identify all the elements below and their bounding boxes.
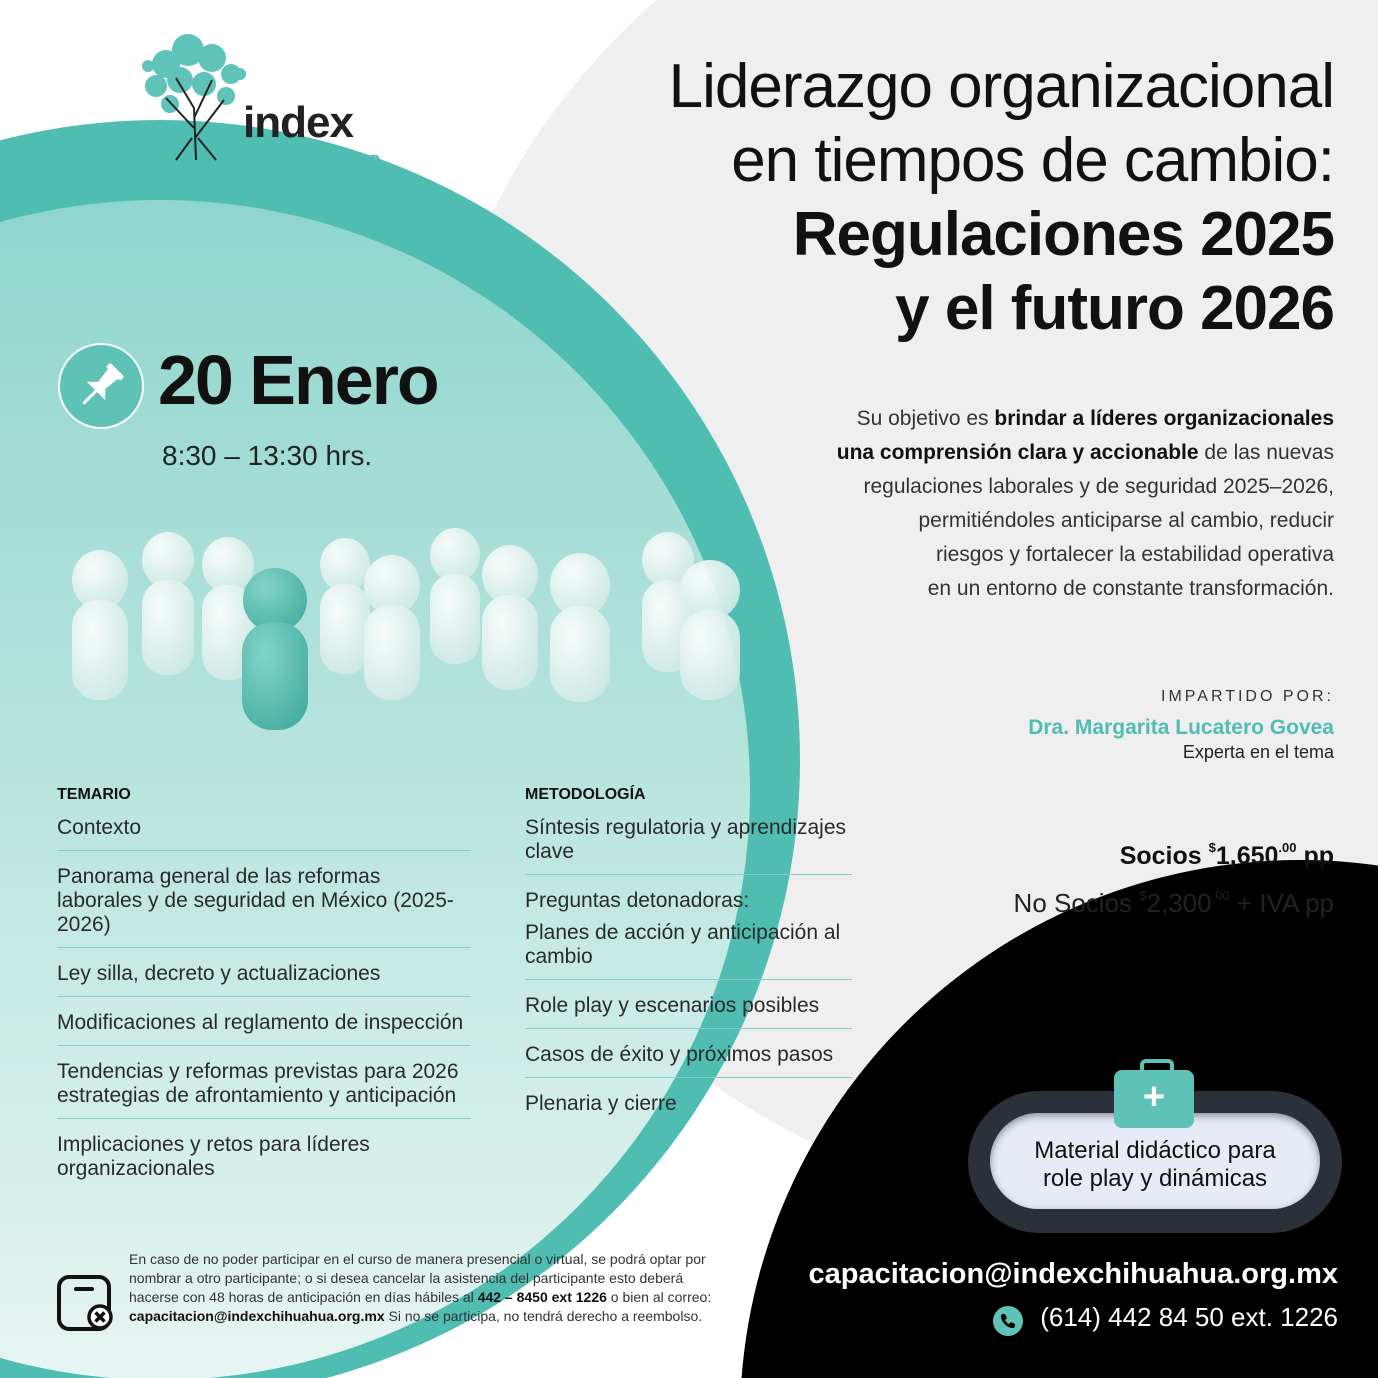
calendar-cancel-icon — [56, 1273, 116, 1333]
list-item-subline: Planes de acción y anticipación al cambio — [525, 921, 841, 968]
desc-text: Su objetivo es — [856, 407, 995, 430]
instructor-name: Dra. Margarita Lucatero Govea — [1028, 716, 1334, 739]
currency: $ — [1139, 888, 1147, 903]
tree-logo-icon — [136, 28, 252, 164]
title-line-3: Regulaciones 2025 — [792, 200, 1334, 269]
notice-phone: 442 – 8450 ext 1226 — [477, 1289, 607, 1305]
price-suffix: pp — [1303, 842, 1334, 870]
notice-text: En caso de no poder participar en el curso de manera presencial o virtual, se podrá optar por nombrar a otro participante; o si desea cancelar la asistencia del participante esto deberá hacerse con 48 horas de anticipación en días hábiles al — [129, 1251, 706, 1305]
list-item: Implicaciones y retos para líderes organizacionales — [57, 1133, 370, 1180]
contact-email[interactable]: capacitacion@indexchihuahua.org.mx — [808, 1258, 1338, 1290]
price-amount: 2,300 — [1146, 888, 1212, 918]
desc-text: riesgos y fortalecer la estabilidad operativa — [935, 543, 1334, 566]
instructor-role: Experta en el tema — [1182, 742, 1334, 762]
event-hours: 8:30 – 13:30 hrs. — [162, 440, 373, 471]
notice-text: o bien al correo: — [606, 1289, 712, 1305]
material-text — [1000, 1137, 1310, 1193]
price-label: Socios — [1119, 842, 1202, 870]
price-cents: .00 — [1278, 840, 1297, 855]
list-item: Role play y escenarios posibles — [525, 994, 852, 1029]
course-description — [774, 402, 1334, 606]
material-line: role play y dinámicas — [1042, 1165, 1268, 1192]
desc-bold: brindar a líderes organizacionales — [994, 407, 1334, 430]
desc-text: de las nuevas — [1198, 441, 1334, 464]
plus-icon: + — [1142, 1076, 1166, 1118]
list-item: Tendencias y reformas previstas para 2026 estrategias de afrontamiento y anticipación — [57, 1060, 471, 1119]
notice-email: capacitacion@indexchihuahua.org.mx — [129, 1308, 385, 1324]
logo-city: Chihuahua — [243, 145, 383, 175]
price-members — [1120, 840, 1334, 871]
notice-text: Si no se participa, no tendrá derecho a reembolso. — [384, 1308, 703, 1324]
price-suffix: + IVA pp — [1236, 888, 1334, 918]
list-item: Casos de éxito y próximos pasos — [525, 1043, 852, 1078]
logo-word: index — [243, 98, 353, 147]
list-item: Modificaciones al reglamento de inspección — [57, 1011, 471, 1046]
title-line-4: y el futuro 2026 — [895, 274, 1334, 343]
price-label: No Socios — [1013, 888, 1133, 918]
list-item-subline: Preguntas detonadoras: — [525, 889, 750, 912]
cancellation-notice — [129, 1250, 729, 1326]
desc-text: regulaciones laborales y de seguridad 2025–2026, — [863, 475, 1334, 498]
metodologia-list — [525, 816, 852, 1140]
instructor-label: IMPARTIDO POR: — [1161, 688, 1334, 705]
list-item — [525, 889, 852, 980]
material-line: Material didáctico para — [1034, 1137, 1276, 1164]
event-date: 20 Enero — [158, 341, 438, 419]
metodologia-heading: METODOLOGÍA — [525, 786, 646, 803]
list-item: Plenaria y cierre — [525, 1092, 677, 1115]
list-item: Contexto — [57, 816, 471, 851]
pin-icon — [58, 343, 144, 429]
desc-text: en un entorno de constante transformación. — [927, 577, 1334, 600]
desc-text: permitiéndoles anticiparse al cambio, reducir — [918, 509, 1334, 532]
title-line-1: Liderazgo organizacional — [668, 52, 1334, 121]
temario-list — [57, 816, 471, 1205]
price-non-members — [1014, 888, 1334, 919]
page-title — [574, 50, 1334, 346]
phone-icon — [993, 1306, 1023, 1336]
title-line-2: en tiempos de cambio: — [731, 126, 1334, 195]
temario-heading: TEMARIO — [57, 786, 131, 803]
list-item: Panorama general de las reformas laborales y de seguridad en México (2025-2026) — [57, 865, 471, 948]
price-amount: 1,650 — [1215, 842, 1279, 870]
contact-phone[interactable]: (614) 442 84 50 ext. 1226 — [1040, 1302, 1338, 1332]
currency: $ — [1208, 840, 1216, 855]
list-item: Ley silla, decreto y actualizaciones — [57, 962, 471, 997]
price-cents: .00 — [1211, 888, 1230, 903]
desc-bold: una comprensión clara y accionable — [836, 441, 1199, 464]
list-item: Síntesis regulatoria y aprendizajes clave — [525, 816, 852, 875]
